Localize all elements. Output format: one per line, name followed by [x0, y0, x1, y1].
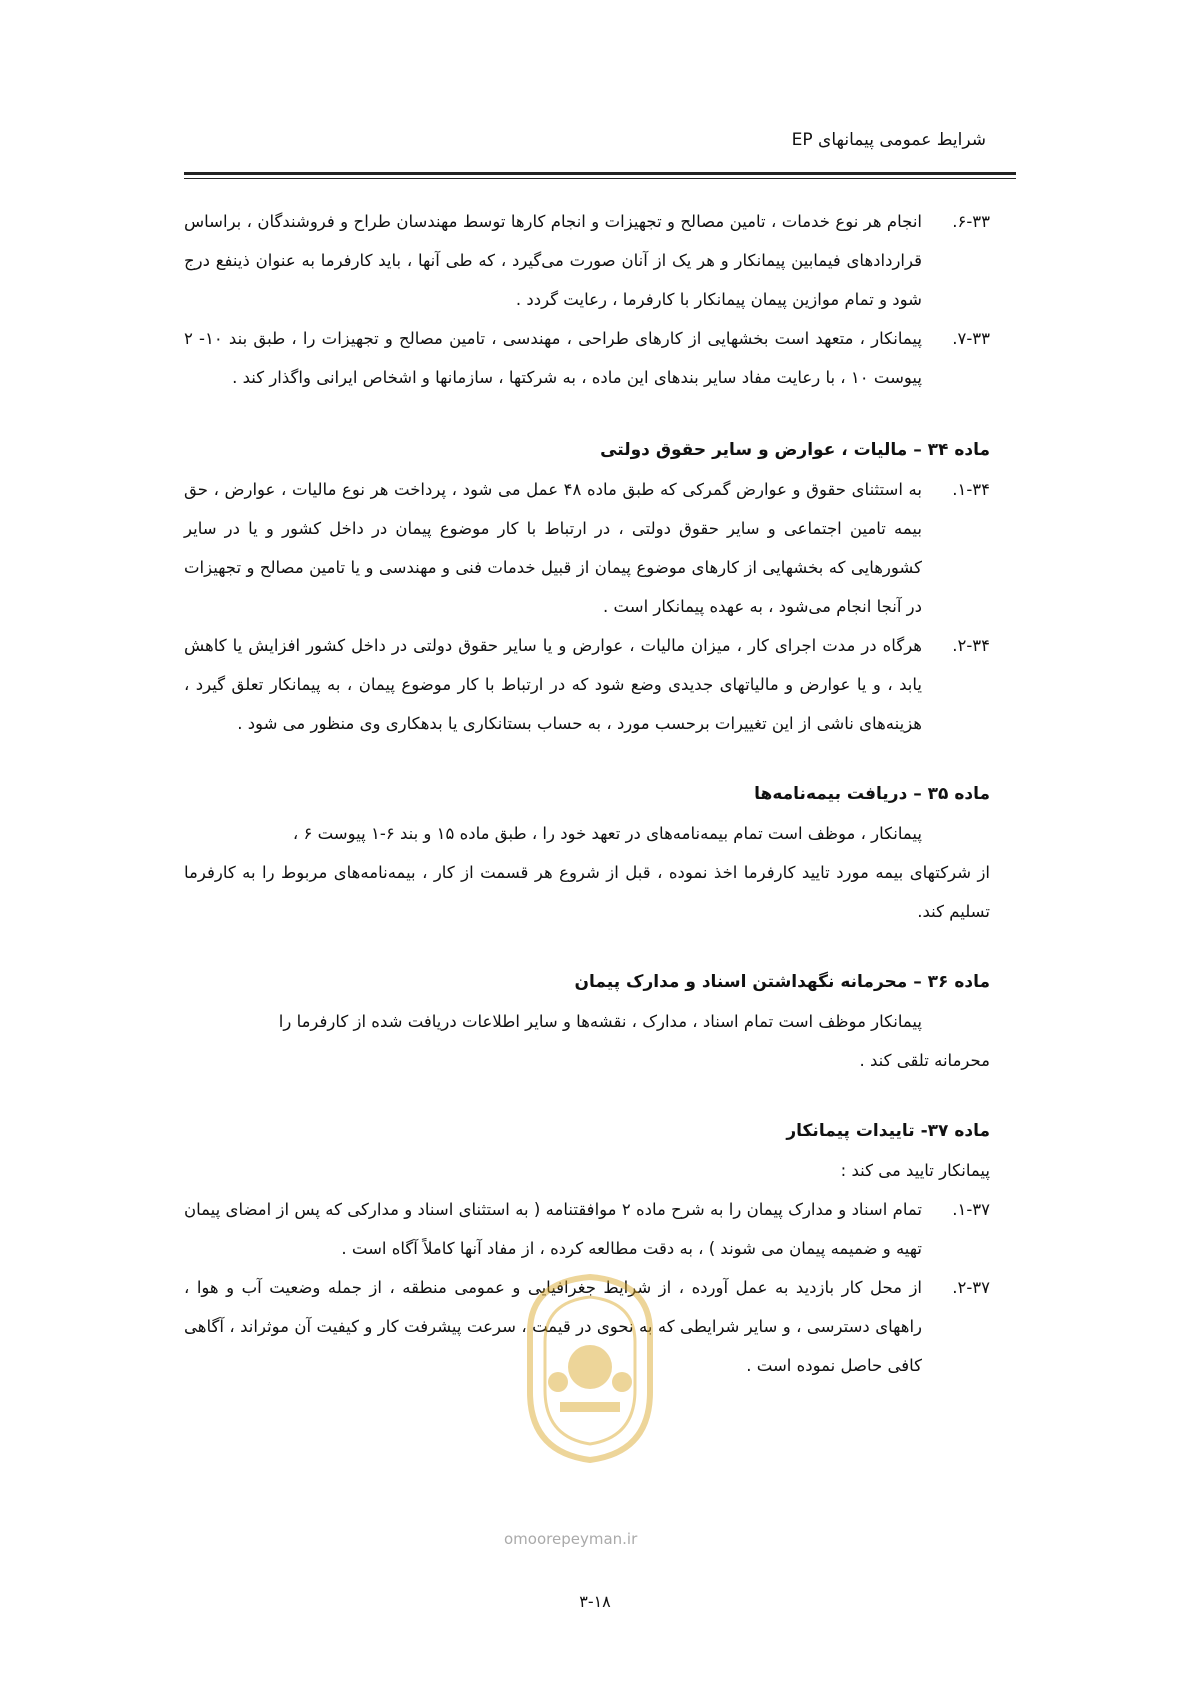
clause-number: ۲-۳۴.: [952, 636, 990, 655]
clause-text: به استثنای حقوق و عوارض گمرکی که طبق ماده ۴۸ عمل می شود ، پرداخت هر نوع مالیات ، عوارض ، حق بیمه تامین اجتماعی و سایر حقوق دولتی ، در ارتباط با کار موضوع پیمان در داخل کشور و یا در سایر کشورهایی که بخشهایی از کارهای موضوع پیمان از قبیل خدمات فنی و مهندسی و یا تامین مصالح و تجهیزات در آنجا انجام می‌شود ، به عهده پیمانکار است .: [184, 480, 922, 616]
clause-text: تمام اسناد و مدارک پیمان را به شرح ماده ۲ موافقتنامه ( به استثنای اسناد و مدارکی که پس از امضای پیمان تهیه و ضمیمه پیمان می شوند ) ، به دقت مطالعه کرده ، از مفاد آنها کاملاً آگاه است .: [184, 1200, 923, 1258]
clause-text: پیمانکار ، متعهد است بخشهایی از کارهای طراحی ، مهندسی ، تامین مصالح و تجهیزات را ، طبق بند ۱۰- ۲ پیوست ۱۰ ، با رعایت مفاد سایر بندهای این ماده ، به شرکتها ، سازمانها و اشخاص ایرانی واگذار کند .: [184, 329, 922, 387]
header-rule-thin: [184, 178, 1016, 179]
paragraph-rest: محرمانه تلقی کند .: [859, 1051, 990, 1070]
clause-text: انجام هر نوع خدمات ، تامین مصالح و تجهیزات و انجام کارها توسط مهندسان طراح و فروشندگان ، براساس قراردادهای فیمابین پیمانکار و هر یک از آنان صورت می‌گیرد ، که طی آنها ، باید کارفرما به عنوان ذینفع درج شود و تمام موازین پیمان پیمانکار با کارفرما ، رعایت گردد .: [184, 212, 922, 309]
clause-number: ۱-۳۷.: [952, 1200, 990, 1219]
clause-number: ۲-۳۷.: [952, 1278, 990, 1297]
clause-37-1: [184, 1190, 990, 1268]
article-36-body: [184, 1002, 990, 1080]
clause-34-1: [184, 470, 990, 626]
clause-number: ۱-۳۴.: [952, 480, 990, 499]
paragraph-first-line: پیمانکار موظف است تمام اسناد ، مدارک ، نقشه‌ها و سایر اطلاعات دریافت شده از کارفرما را: [278, 1012, 922, 1031]
paragraph-first-line: پیمانکار ، موظف است تمام بیمه‌نامه‌های در تعهد خود را ، طبق ماده ۱۵ و بند ۶-۱ پیوست ۶ ،: [292, 824, 922, 843]
clause-text: از محل کار بازدید به عمل آورده ، از شرایط جغرافیایی و عمومی منطقه ، از جمله وضعیت آب و هوا ، راههای دسترسی ، و سایر شرایطی که به نحوی در قیمت ، سرعت پیشرفت کار و کیفیت آن موثراند ، آگاهی کافی حاصل نموده است .: [184, 1278, 922, 1375]
clause-number: ۷-۳۳.: [952, 329, 990, 348]
clause-number: ۶-۳۳.: [952, 212, 990, 231]
article-35-body: [184, 814, 990, 931]
article-36-heading: ماده ۳۶ – محرمانه نگهداشتن اسناد و مدارک پیمان: [574, 972, 990, 992]
intro-text: پیمانکار تایید می کند :: [840, 1161, 990, 1180]
clause-33-7: [184, 319, 990, 397]
clause-text: هرگاه در مدت اجرای کار ، میزان مالیات ، عوارض و یا سایر حقوق دولتی در داخل کشور افزایش یا کاهش یابد ، و یا عوارض و مالیاتهای جدیدی وضع شود که در ارتباط با کار موضوع پیمان ، به پیمانکار تعلق گیرد ، هزینه‌های ناشی از این تغییرات برحسب مورد ، به حساب بستانکاری یا بدهکاری وی منظور می شود .: [184, 636, 922, 733]
article-34-heading: ماده ۳۴ – مالیات ، عوارض و سایر حقوق دولتی: [600, 440, 990, 460]
paragraph-rest: از شرکتهای بیمه مورد تایید کارفرما اخذ نموده ، قبل از شروع هر قسمت از کار ، بیمه‌نامه‌های مربوط را به کارفرما تسلیم کند.: [184, 863, 990, 921]
clause-37-2: [184, 1268, 990, 1385]
body-content: [184, 202, 990, 1385]
article-37-intro: [184, 1151, 990, 1190]
article-37-heading: ماده ۳۷- تاییدات پیمانکار: [786, 1121, 990, 1141]
watermark-text: omoorepeyman.ir: [504, 1530, 638, 1548]
running-header: شرایط عمومی پیمانهای EP: [791, 130, 986, 150]
article-35-heading: ماده ۳۵ – دریافت بیمه‌نامه‌ها: [754, 784, 990, 804]
clause-34-2: [184, 626, 990, 743]
header-rule-thick: [184, 172, 1016, 175]
clause-33-6: [184, 202, 990, 319]
page-number: ۳-۱۸: [579, 1592, 611, 1611]
